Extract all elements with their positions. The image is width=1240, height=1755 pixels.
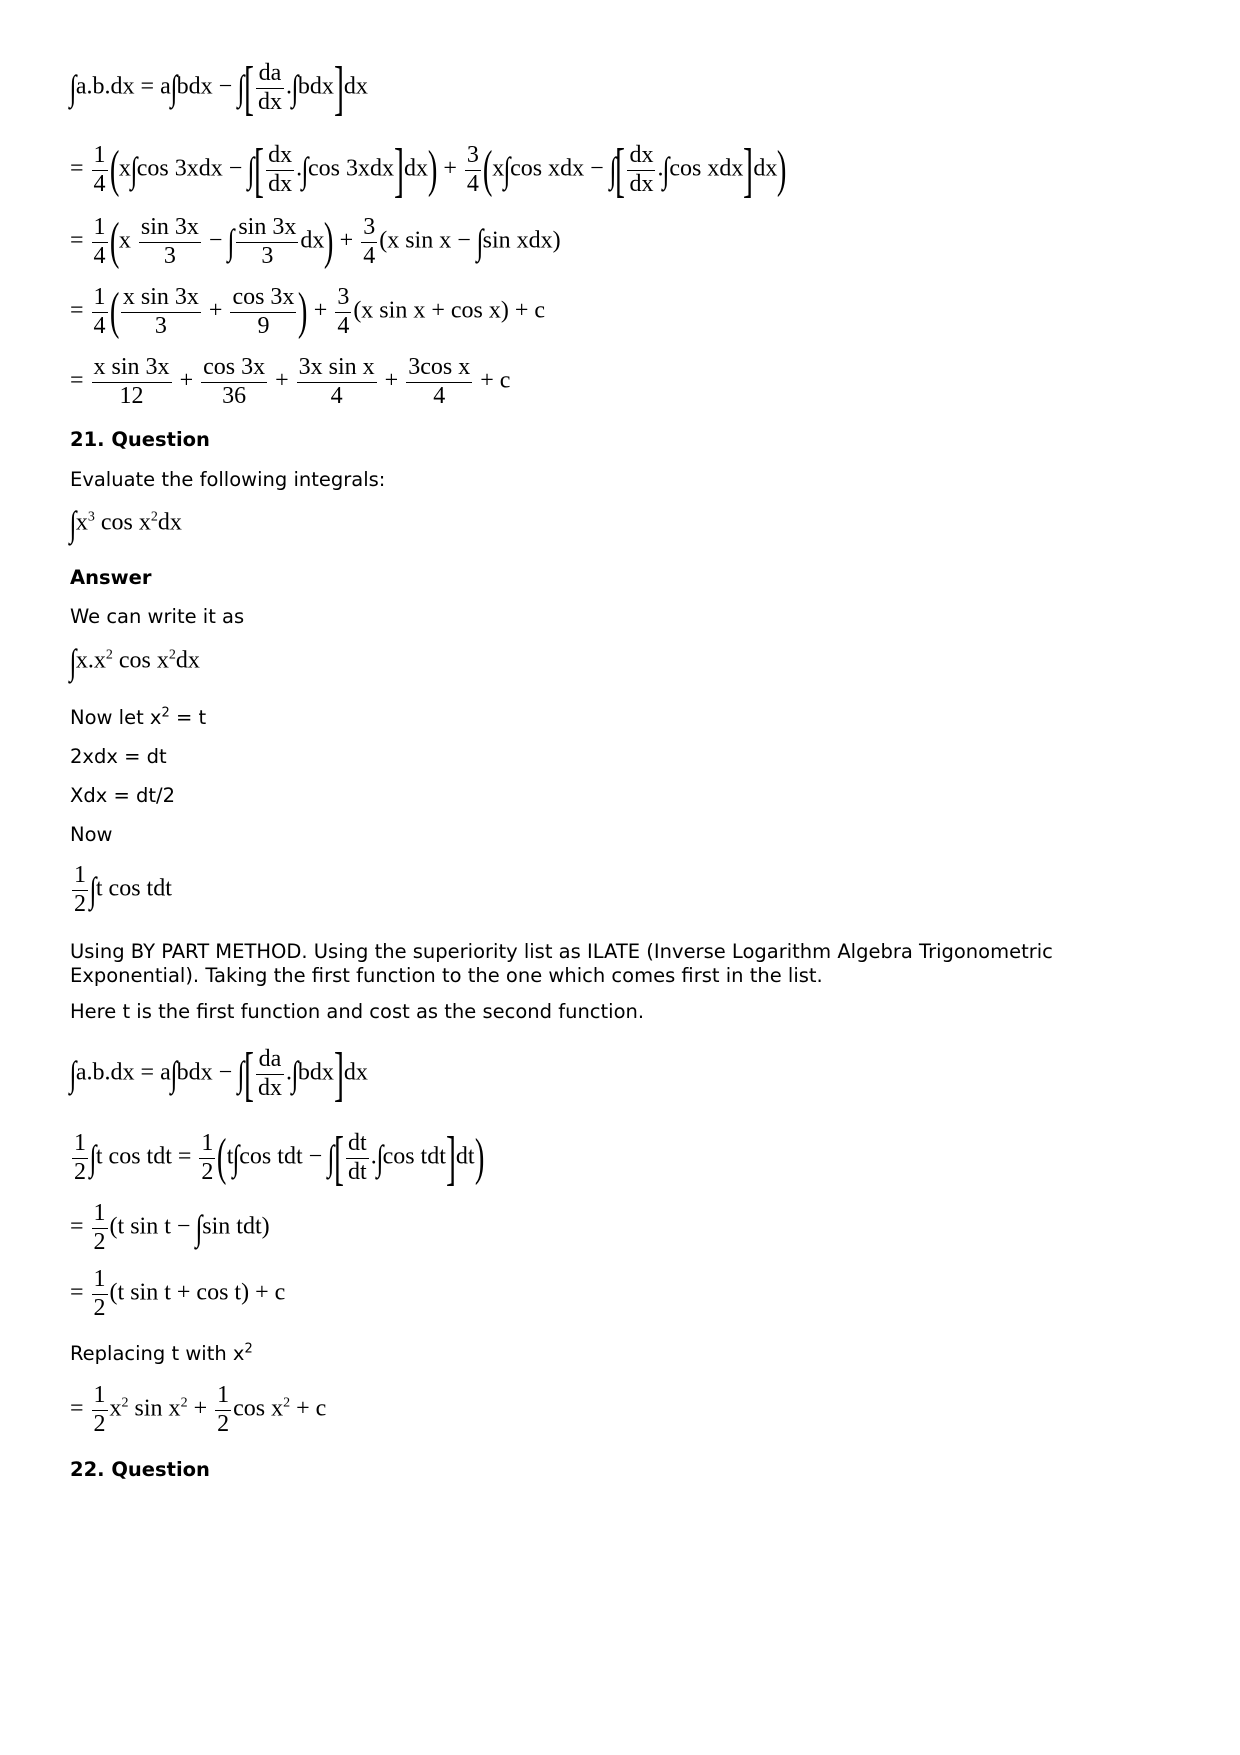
formula-by-parts: ∫a.b.dx = a∫bdx − ∫[ $\frac{da}{dx}$ .∫bdx]dx: [69, 1041, 368, 1107]
math-line-3: = $\frac{1}{4}$ ( $\frac{\text{x sin 3x}}{3}$ + $\frac{\cos 3x}{9}$ ) + $\frac{3}{4}$ (x sin x + cos x) + c: [70, 283, 546, 341]
write-as-text: We can write it as: [70, 605, 245, 628]
integral-question: $\int x^3$ $\cos x^2dx$: [69, 504, 182, 544]
now-text: Now: [70, 823, 113, 846]
math-line-6: = $\frac{1}{2}$ (t sin t − ∫sin tdt): [70, 1200, 270, 1255]
next-question-title: 22. Question: [70, 1458, 210, 1481]
math-line-1: = $\frac{1}{4}$ (x∫cos 3xdx − ∫[ $\frac{dx}{dx}$ .∫cos 3xdx]dx) + $\frac{3}{4}$ (x∫cos xdx − ∫[ $\frac{dx}{dx}$ .∫cos xdx]dx): [70, 137, 787, 203]
question-prompt: Evaluate the following integrals:: [70, 468, 386, 491]
math-half-tcost: $\frac{1}{2}$ ∫t cos tdt: [74, 862, 172, 917]
final-answer: = $\frac{1}{2}$ $x^2$ $\sin x^2$ + $\frac{1}{2}$ $\cos x^2 + c$: [70, 1382, 327, 1437]
answer-label: Answer: [70, 566, 152, 589]
math-line-7: = $\frac{1}{2}$ (t sin t + cos t) + c: [70, 1266, 286, 1321]
replacing-text: Replacing t with $x^2$: [70, 1341, 253, 1365]
step-2xdx: 2xdx = dt: [70, 745, 167, 768]
integral-rewritten: $\int x.x^2$ $\cos x^2dx$: [69, 642, 200, 682]
by-parts-text: Using BY PART METHOD. Using the superiority list as ILATE (Inverse Logarithm Algebra Trigonometric Exponential). Taking the first function to the one which comes first in the list.: [70, 940, 1053, 987]
math-line-4: = $\frac{\text{x sin 3x}}{12}$ + $\frac{\cos 3x}{36}$ + $\frac{\text{3x sin x}}{4}$ + $\frac{\text{3cos x}}{4}$ + c: [70, 354, 511, 409]
step-xdx: Xdx = dt/2: [70, 784, 176, 807]
substitution-text: Now let $x^2 = t$: [70, 705, 207, 729]
first-function-text: Here t is the first function and cost as the second function.: [70, 1000, 645, 1023]
math-line-2: = $\frac{1}{4}$ (x $\frac{\sin 3x}{3}$ − ∫ $\frac{\sin 3x}{3}$ dx) + $\frac{3}{4}$ (x sin x − ∫sin xdx): [70, 213, 561, 271]
formula-by-parts-top: ∫a.b.dx = a∫bdx − ∫[ $\frac{da}{dx}$ .∫bdx]dx: [69, 55, 368, 121]
question-title: 21. Question: [70, 428, 210, 451]
math-line-5: $\frac{1}{2}$ ∫t cos tdt = $\frac{1}{2}$ (t∫cos tdt − ∫[ $\frac{dt}{dt}$ .∫cos tdt]dt): [74, 1125, 484, 1191]
